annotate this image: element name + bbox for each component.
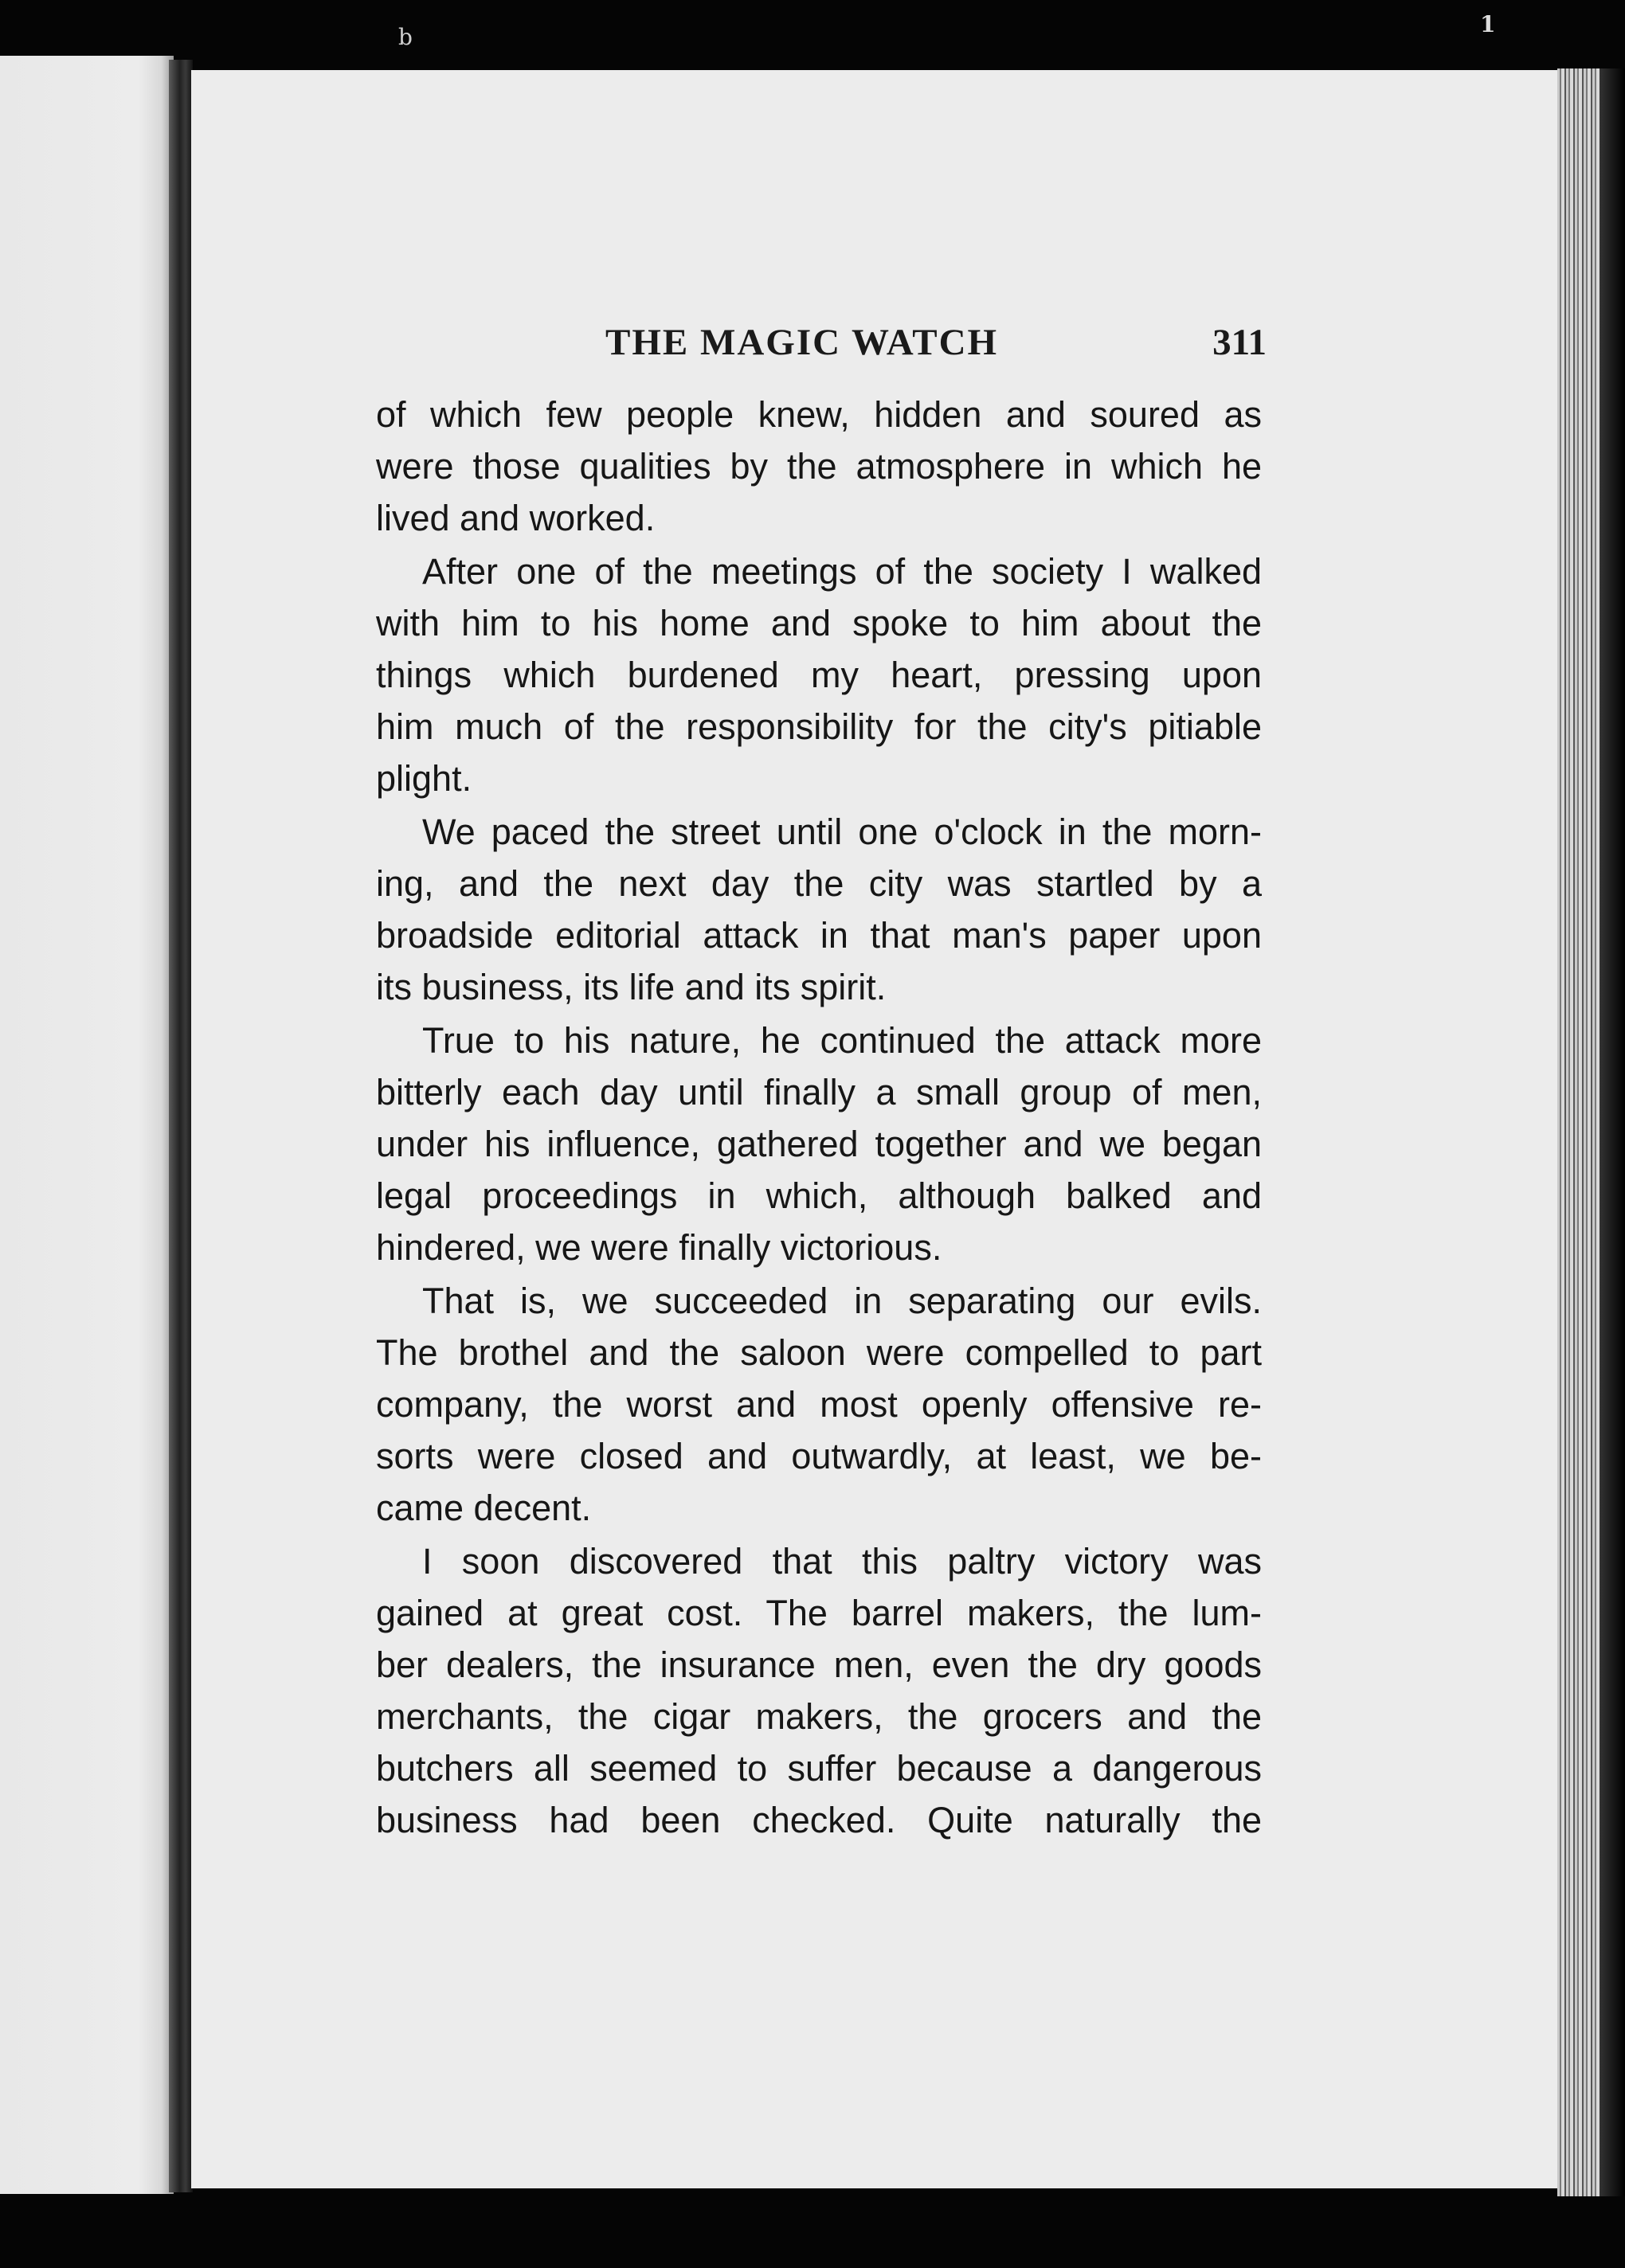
text-line: ber dealers, the insurance men, even the dry goods: [376, 1644, 1262, 1685]
text-line: hindered, we were finally victorious.: [376, 1227, 942, 1268]
text-line: with him to his home and spoke to him about the: [376, 603, 1262, 643]
text-line: sorts were closed and outwardly, at least, we be-: [376, 1436, 1262, 1476]
paragraph-6: [376, 1535, 1262, 1846]
text-line: butchers all seemed to suffer because a dangerous: [376, 1748, 1262, 1789]
text-line: under his influence, gathered together and we began: [376, 1124, 1262, 1164]
paragraph-1: [376, 389, 1262, 544]
scan-mark-right: 1: [1480, 11, 1496, 37]
paragraph-3: [376, 806, 1262, 1013]
text-line: plight.: [376, 758, 472, 799]
page-edges: [1557, 68, 1602, 2196]
text-line: broadside editorial attack in that man's paper upon: [376, 915, 1262, 956]
paragraph-2: [376, 545, 1262, 804]
text-line: company, the worst and most openly offensive re-: [376, 1384, 1262, 1425]
facing-page-edge: [0, 56, 174, 2194]
text-line: After one of the meetings of the society I walked: [422, 551, 1262, 592]
text-line: legal proceedings in which, although balked and: [376, 1175, 1262, 1216]
text-line: ing, and the next day the city was startled by a: [376, 863, 1262, 904]
text-line: merchants, the cigar makers, the grocers and the: [376, 1696, 1262, 1737]
text-line: gained at great cost. The barrel makers, the lum-: [376, 1593, 1262, 1633]
page-number: 311: [1212, 322, 1267, 363]
text-line: lived and worked.: [376, 498, 656, 538]
text-line: its business, its life and its spirit.: [376, 967, 887, 1007]
text-line: We paced the street until one o'clock in the morn-: [422, 811, 1262, 852]
text-line: bitterly each day until finally a small group of men,: [376, 1072, 1262, 1112]
text-line: I soon discovered that this paltry victory was: [422, 1541, 1262, 1582]
text-line: business had been checked. Quite naturally the: [376, 1800, 1262, 1840]
text-line: of which few people knew, hidden and soured as: [376, 394, 1262, 435]
paragraph-5: [376, 1275, 1262, 1534]
running-head: [374, 315, 1267, 378]
body-text: [376, 389, 1262, 1848]
text-line: things which burdened my heart, pressing upon: [376, 655, 1262, 695]
text-line: were those qualities by the atmosphere in which he: [376, 446, 1262, 487]
running-title: THE MAGIC WATCH: [605, 322, 999, 363]
text-line: True to his nature, he continued the attack more: [422, 1020, 1262, 1061]
book-spine: [169, 60, 193, 2192]
scan-mark-left: b: [398, 24, 413, 50]
text-line: came decent.: [376, 1488, 592, 1528]
page-edge-shadow: [1600, 68, 1625, 2196]
text-line: him much of the responsibility for the city's pitiable: [376, 706, 1262, 747]
text-line: That is, we succeeded in separating our evils.: [422, 1281, 1262, 1321]
paragraph-4: [376, 1015, 1262, 1273]
text-line: The brothel and the saloon were compelled to part: [376, 1332, 1262, 1373]
